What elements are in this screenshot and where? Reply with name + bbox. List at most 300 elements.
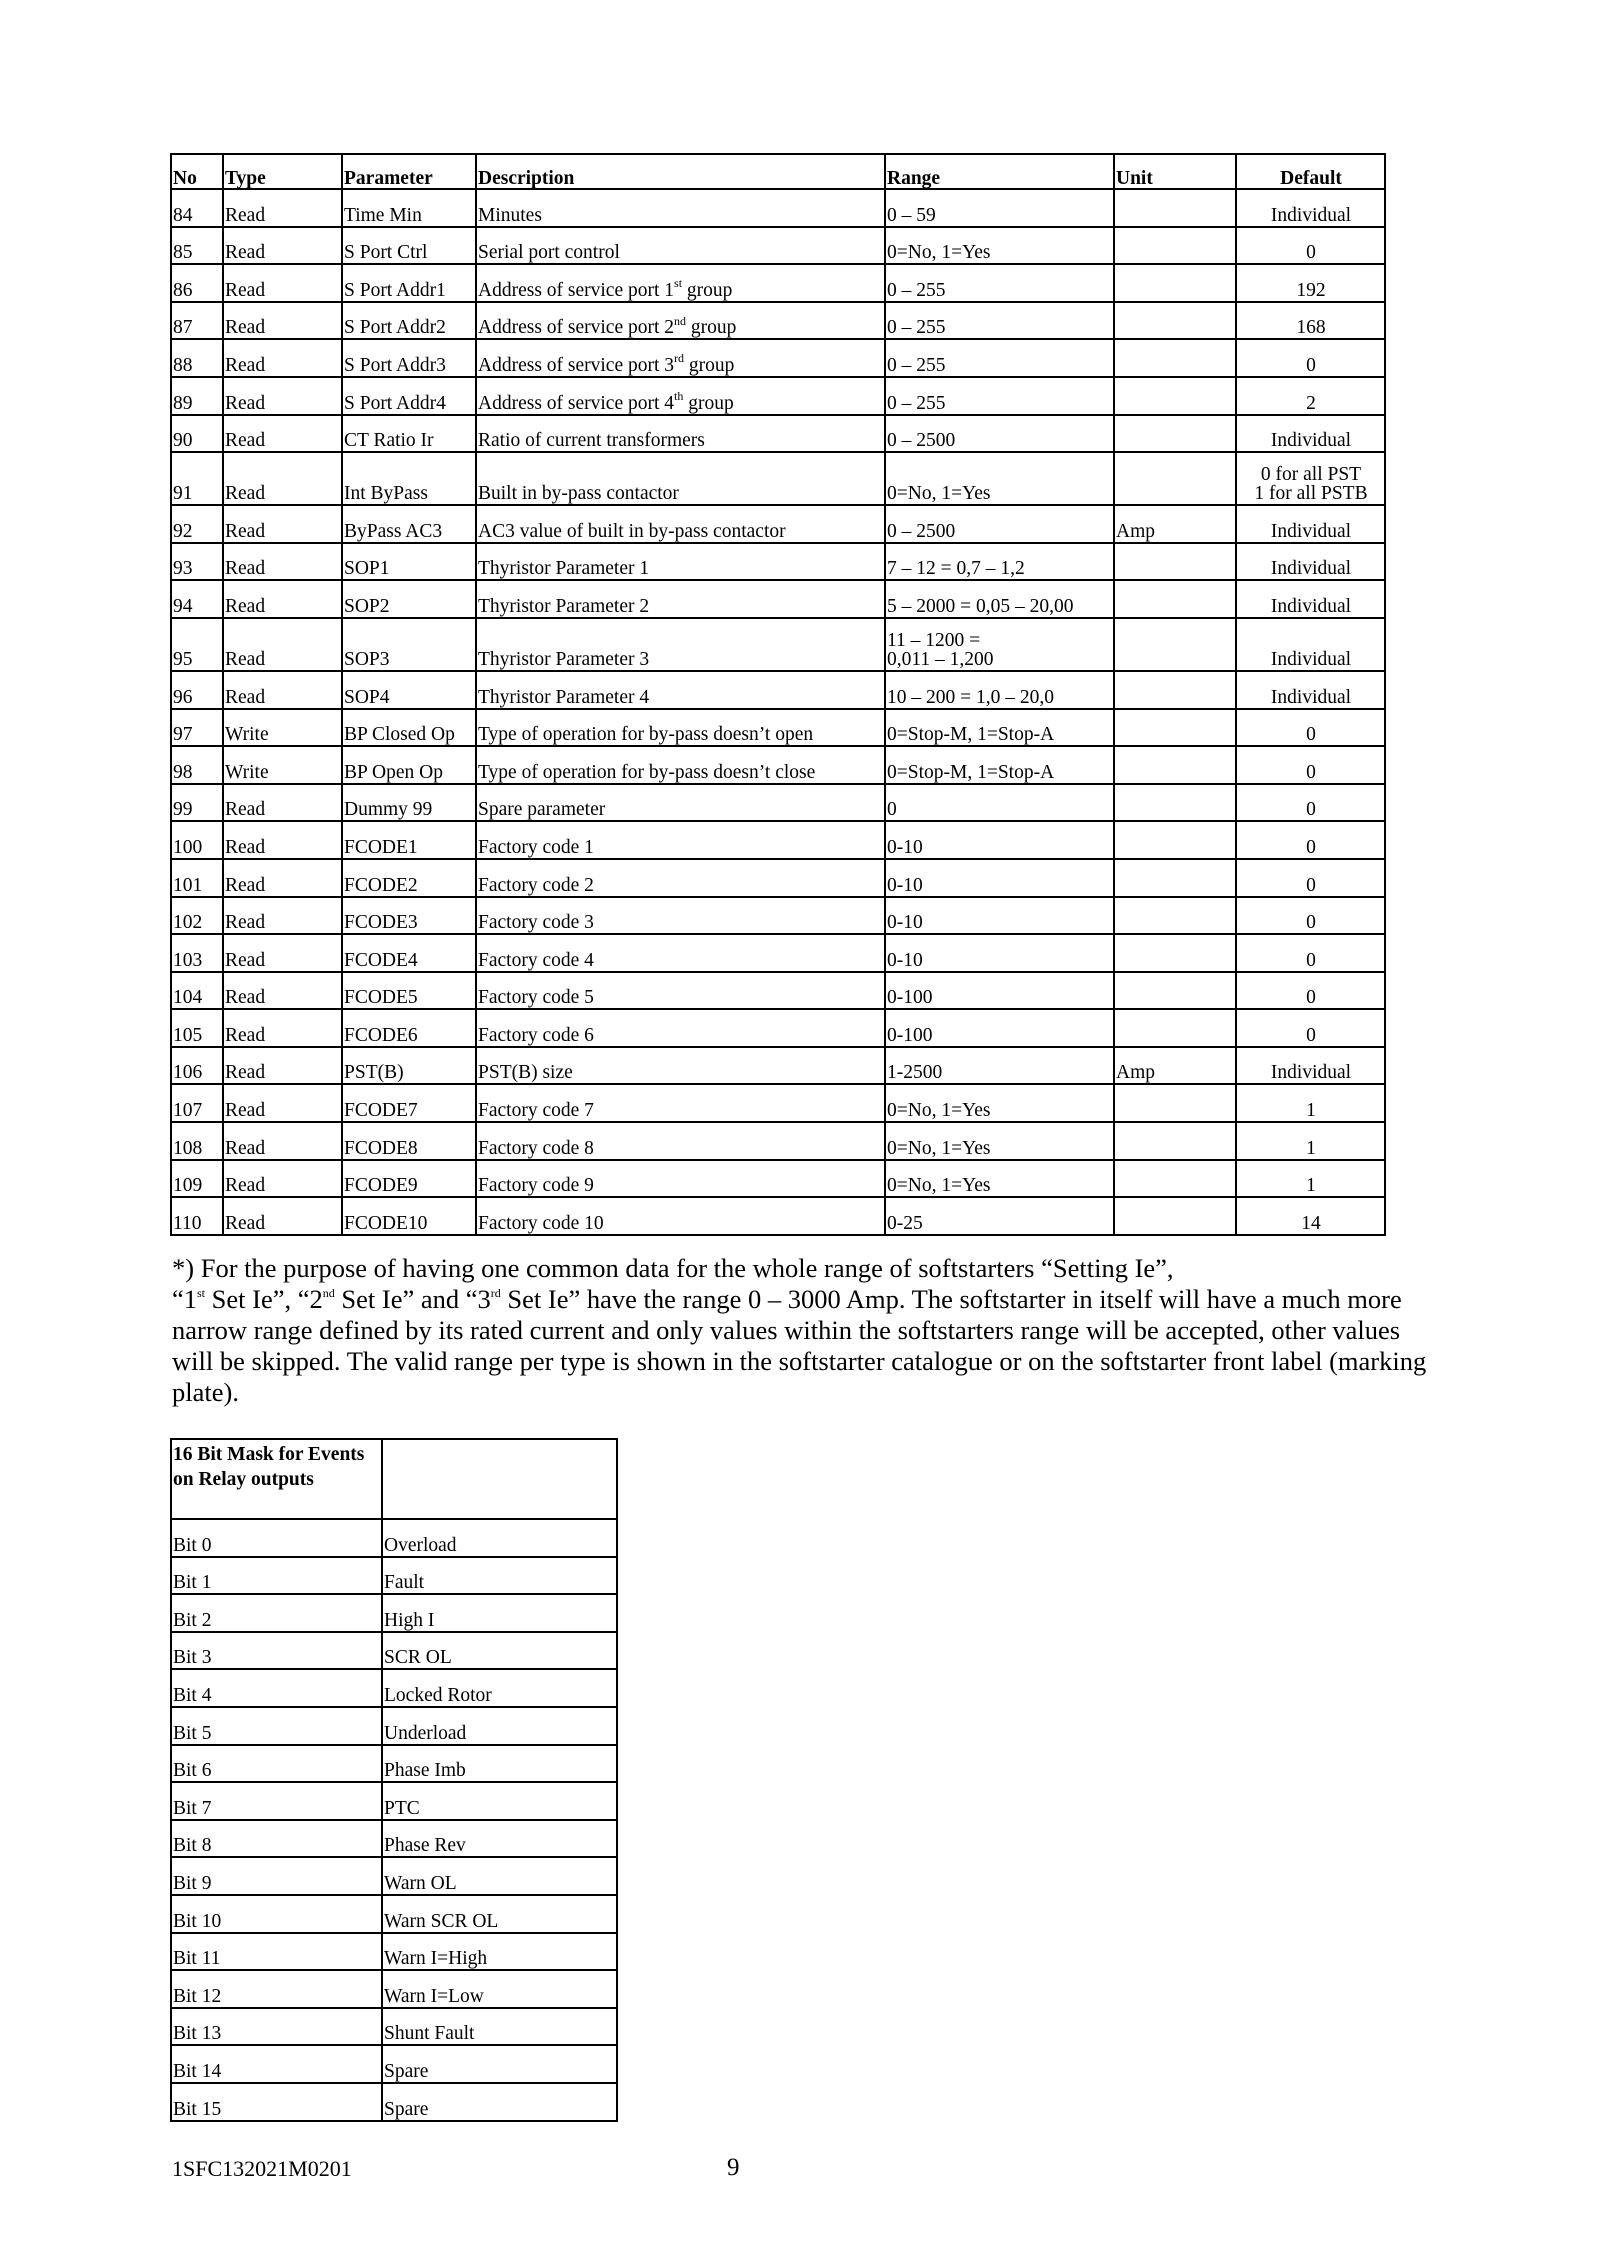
page-number: 9 (727, 2154, 740, 2181)
range-text: 1-2500 (887, 1062, 943, 1084)
cell-event: Overload (382, 1519, 617, 1557)
cell-unit (1114, 302, 1236, 340)
cell-bit: Bit 14 (171, 2045, 382, 2083)
cell-type: Read (223, 505, 342, 543)
cell-no: 89 (171, 377, 223, 415)
cell-type: Read (223, 302, 342, 340)
default-text: 0 (1306, 912, 1316, 934)
cell-event: Spare (382, 2083, 617, 2121)
cell-range (885, 709, 1114, 747)
cell-parameter: Dummy 99 (342, 784, 476, 822)
description-text: Thyristor Parameter 3 (478, 648, 650, 670)
table-row (171, 302, 1385, 340)
cell-description (476, 859, 885, 897)
cell-default (1236, 1009, 1385, 1047)
cell-description (476, 897, 885, 935)
table-row (171, 972, 1385, 1010)
cell-parameter: FCODE8 (342, 1122, 476, 1160)
cell-event: Phase Imb (382, 1745, 617, 1783)
table-row (171, 2045, 617, 2083)
default-text: 0 (1306, 242, 1316, 264)
cell-type: Read (223, 859, 342, 897)
cell-description (476, 784, 885, 822)
range-text: 0-100 (887, 1024, 933, 1046)
description-text: Factory code 7 (478, 1100, 594, 1122)
table-row (171, 377, 1385, 415)
cell-default (1236, 1047, 1385, 1085)
cell-event: Warn I=Low (382, 1970, 617, 2008)
cell-no: 84 (171, 189, 223, 227)
default-text: 1 (1306, 1175, 1316, 1197)
parameter-table-body (171, 189, 1385, 1235)
header-description: Description (476, 154, 885, 189)
range-text: 0=No, 1=Yes (887, 1100, 991, 1122)
footnote-text: Set Ie” and “3 (334, 1284, 491, 1314)
cell-description (476, 934, 885, 972)
cell-parameter: S Port Addr2 (342, 302, 476, 340)
cell-type: Read (223, 934, 342, 972)
table-row (171, 821, 1385, 859)
description-sup: th (674, 389, 684, 404)
cell-parameter: FCODE10 (342, 1197, 476, 1235)
cell-bit: Bit 6 (171, 1745, 382, 1783)
cell-description (476, 1160, 885, 1198)
table-row (171, 1084, 1385, 1122)
default-text: Individual (1270, 558, 1352, 580)
cell-unit (1114, 934, 1236, 972)
cell-no: 98 (171, 746, 223, 784)
table-row (171, 1782, 617, 1820)
cell-unit (1114, 1084, 1236, 1122)
cell-parameter: ByPass AC3 (342, 505, 476, 543)
bit-mask-table (170, 1438, 618, 2122)
table-row (171, 1820, 617, 1858)
cell-type: Read (223, 1122, 342, 1160)
table-row (171, 618, 1385, 671)
default-text: 1 (1306, 1100, 1316, 1122)
cell-bit: Bit 5 (171, 1707, 382, 1745)
table-row (171, 1047, 1385, 1085)
description-text: Factory code 1 (478, 836, 594, 858)
footnote-line1: *) For the purpose of having one common data for the whole range of softstarters “Setting Ie”, (172, 1253, 1174, 1283)
cell-description (476, 972, 885, 1010)
cell-no: 109 (171, 1160, 223, 1198)
cell-unit (1114, 1009, 1236, 1047)
footnote-sup: rd (490, 1286, 501, 1301)
description-text: Minutes (478, 204, 542, 226)
cell-no: 104 (171, 972, 223, 1010)
cell-unit (1114, 227, 1236, 265)
cell-default (1236, 339, 1385, 377)
description-text: Address of service port 1 (478, 279, 675, 301)
table-row (171, 339, 1385, 377)
description-sup: nd (674, 313, 687, 328)
default-text: 0 for all PST (1260, 464, 1362, 486)
cell-type: Read (223, 784, 342, 822)
default-text: Individual (1270, 430, 1352, 452)
cell-description (476, 580, 885, 618)
description-text: Factory code 3 (478, 912, 594, 934)
cell-no: 86 (171, 264, 223, 302)
table-row (171, 452, 1385, 505)
cell-type: Read (223, 580, 342, 618)
description-sup: st (674, 276, 683, 291)
mask-header-row (171, 1439, 617, 1519)
description-text: group (682, 279, 733, 301)
header-unit: Unit (1114, 154, 1236, 189)
cell-no: 96 (171, 671, 223, 709)
table-row (171, 1933, 617, 1971)
cell-event: Warn SCR OL (382, 1895, 617, 1933)
cell-description (476, 415, 885, 453)
cell-unit: Amp (1114, 505, 1236, 543)
cell-range (885, 339, 1114, 377)
cell-no: 106 (171, 1047, 223, 1085)
footnote-text: Set Ie”, “2 (205, 1284, 323, 1314)
cell-no: 101 (171, 859, 223, 897)
description-sup: rd (674, 351, 685, 366)
cell-type: Read (223, 1009, 342, 1047)
default-text: 0 (1306, 874, 1316, 896)
cell-no: 100 (171, 821, 223, 859)
cell-type: Read (223, 897, 342, 935)
table-row (171, 543, 1385, 581)
description-text: Type of operation for by-pass doesn’t close (478, 761, 816, 783)
table-header-row (171, 154, 1385, 189)
footnote-sup: nd (322, 1286, 335, 1301)
cell-description (476, 618, 885, 671)
footnote (172, 1253, 1432, 1408)
cell-unit (1114, 543, 1236, 581)
description-text: Spare parameter (478, 799, 606, 821)
cell-parameter: BP Open Op (342, 746, 476, 784)
default-text: 0 (1306, 949, 1316, 971)
range-text: 0=Stop-M, 1=Stop-A (887, 724, 1055, 746)
cell-type: Write (223, 709, 342, 747)
range-text: 0 – 255 (887, 317, 946, 339)
cell-range (885, 671, 1114, 709)
cell-event: Locked Rotor (382, 1669, 617, 1707)
table-row (171, 859, 1385, 897)
range-text: 0,011 – 1,200 (887, 648, 994, 670)
cell-description (476, 709, 885, 747)
cell-unit (1114, 580, 1236, 618)
default-text: 0 (1306, 354, 1316, 376)
default-text: Individual (1270, 686, 1352, 708)
cell-parameter: FCODE2 (342, 859, 476, 897)
cell-range (885, 377, 1114, 415)
description-text: Thyristor Parameter 4 (478, 686, 650, 708)
default-text: Individual (1270, 520, 1352, 542)
description-text: Thyristor Parameter 1 (478, 558, 650, 580)
cell-description (476, 227, 885, 265)
cell-range (885, 746, 1114, 784)
cell-default (1236, 897, 1385, 935)
cell-event: Warn I=High (382, 1933, 617, 1971)
cell-default (1236, 505, 1385, 543)
cell-parameter: PST(B) (342, 1047, 476, 1085)
range-text: 0-10 (887, 836, 923, 858)
cell-description (476, 302, 885, 340)
cell-unit (1114, 709, 1236, 747)
cell-unit (1114, 618, 1236, 671)
cell-parameter: Time Min (342, 189, 476, 227)
range-text: 0 – 2500 (887, 520, 956, 542)
cell-bit: Bit 8 (171, 1820, 382, 1858)
default-text: 0 (1306, 799, 1316, 821)
cell-no: 90 (171, 415, 223, 453)
cell-unit (1114, 264, 1236, 302)
cell-unit (1114, 1197, 1236, 1235)
cell-range (885, 972, 1114, 1010)
cell-unit (1114, 339, 1236, 377)
cell-description (476, 746, 885, 784)
description-text: group (686, 317, 737, 339)
table-row (171, 934, 1385, 972)
cell-no: 97 (171, 709, 223, 747)
default-text: 0 (1306, 761, 1316, 783)
cell-range (885, 859, 1114, 897)
range-text: 5 – 2000 = 0,05 – 20,00 (887, 595, 1074, 617)
table-row (171, 505, 1385, 543)
cell-type: Read (223, 377, 342, 415)
cell-description (476, 1122, 885, 1160)
cell-parameter: FCODE3 (342, 897, 476, 935)
description-text: Built in by-pass contactor (478, 483, 679, 505)
cell-range (885, 580, 1114, 618)
cell-description (476, 377, 885, 415)
range-text: 0=No, 1=Yes (887, 483, 991, 505)
table-row (171, 189, 1385, 227)
cell-unit (1114, 821, 1236, 859)
cell-no: 91 (171, 452, 223, 505)
cell-event: Underload (382, 1707, 617, 1745)
cell-default (1236, 543, 1385, 581)
description-text: Factory code 9 (478, 1175, 594, 1197)
cell-unit (1114, 377, 1236, 415)
cell-unit (1114, 897, 1236, 935)
default-text: 0 (1306, 836, 1316, 858)
table-row (171, 1669, 617, 1707)
cell-description (476, 452, 885, 505)
table-row (171, 1707, 617, 1745)
cell-bit: Bit 13 (171, 2008, 382, 2046)
cell-parameter: CT Ratio Ir (342, 415, 476, 453)
description-text: Address of service port 2 (478, 317, 675, 339)
cell-description (476, 1197, 885, 1235)
range-text: 0 – 2500 (887, 430, 956, 452)
cell-type: Read (223, 415, 342, 453)
cell-no: 99 (171, 784, 223, 822)
cell-unit (1114, 1160, 1236, 1198)
table-row (171, 671, 1385, 709)
description-text: Thyristor Parameter 2 (478, 595, 650, 617)
cell-range (885, 934, 1114, 972)
cell-unit (1114, 972, 1236, 1010)
cell-parameter: S Port Addr4 (342, 377, 476, 415)
cell-bit: Bit 3 (171, 1632, 382, 1670)
cell-description (476, 1047, 885, 1085)
description-text: Address of service port 3 (478, 354, 675, 376)
cell-range (885, 1122, 1114, 1160)
cell-type: Read (223, 1084, 342, 1122)
cell-default (1236, 415, 1385, 453)
description-text: Factory code 8 (478, 1137, 594, 1159)
range-text: 0-100 (887, 987, 933, 1009)
cell-range (885, 1160, 1114, 1198)
default-text: 1 (1306, 1137, 1316, 1159)
cell-no: 110 (171, 1197, 223, 1235)
cell-range (885, 189, 1114, 227)
cell-no: 93 (171, 543, 223, 581)
default-text: 0 (1306, 1024, 1316, 1046)
cell-event: Phase Rev (382, 1820, 617, 1858)
cell-parameter: FCODE5 (342, 972, 476, 1010)
cell-bit: Bit 10 (171, 1895, 382, 1933)
cell-range (885, 452, 1114, 505)
cell-no: 102 (171, 897, 223, 935)
description-text: Factory code 10 (478, 1212, 604, 1234)
range-text: 0-25 (887, 1212, 923, 1234)
default-text: Individual (1270, 648, 1352, 670)
cell-event: Fault (382, 1557, 617, 1595)
cell-bit: Bit 12 (171, 1970, 382, 2008)
cell-default (1236, 821, 1385, 859)
cell-unit (1114, 671, 1236, 709)
cell-unit (1114, 746, 1236, 784)
cell-type: Read (223, 264, 342, 302)
cell-type: Read (223, 543, 342, 581)
table-row (171, 1857, 617, 1895)
cell-default (1236, 746, 1385, 784)
cell-no: 88 (171, 339, 223, 377)
cell-default (1236, 302, 1385, 340)
default-text: Individual (1270, 595, 1352, 617)
cell-parameter: SOP4 (342, 671, 476, 709)
cell-bit: Bit 9 (171, 1857, 382, 1895)
cell-range (885, 784, 1114, 822)
range-text: 10 – 200 = 1,0 – 20,0 (887, 686, 1054, 708)
description-text: Factory code 2 (478, 874, 594, 896)
table-row (171, 2083, 617, 2121)
cell-no: 108 (171, 1122, 223, 1160)
range-text: 0=No, 1=Yes (887, 1137, 991, 1159)
cell-no: 103 (171, 934, 223, 972)
table-row (171, 1895, 617, 1933)
table-row (171, 1122, 1385, 1160)
range-text: 0=No, 1=Yes (887, 242, 991, 264)
cell-unit (1114, 415, 1236, 453)
table-row (171, 746, 1385, 784)
header-default: Default (1236, 154, 1385, 189)
cell-parameter: BP Closed Op (342, 709, 476, 747)
cell-description (476, 1009, 885, 1047)
cell-range (885, 1084, 1114, 1122)
cell-unit (1114, 859, 1236, 897)
range-text: 7 – 12 = 0,7 – 1,2 (887, 558, 1025, 580)
document-id: 1SFC132021M0201 (172, 2156, 352, 2181)
range-text: 11 – 1200 = (887, 629, 981, 651)
cell-event: High I (382, 1594, 617, 1632)
cell-no: 94 (171, 580, 223, 618)
description-text: PST(B) size (478, 1062, 573, 1084)
table-row (171, 2008, 617, 2046)
mask-header-empty (382, 1439, 617, 1519)
range-text: 0 – 59 (887, 204, 936, 226)
cell-unit (1114, 189, 1236, 227)
cell-type: Read (223, 972, 342, 1010)
cell-type: Read (223, 339, 342, 377)
cell-description (476, 821, 885, 859)
cell-event: Warn OL (382, 1857, 617, 1895)
table-row (171, 1557, 617, 1595)
cell-no: 95 (171, 618, 223, 671)
range-text: 0=Stop-M, 1=Stop-A (887, 761, 1055, 783)
cell-default (1236, 452, 1385, 505)
range-text: 0 (887, 799, 897, 821)
cell-range (885, 1047, 1114, 1085)
cell-range (885, 264, 1114, 302)
table-row (171, 1970, 617, 2008)
default-text: 2 (1306, 392, 1316, 414)
cell-default (1236, 934, 1385, 972)
header-parameter: Parameter (342, 154, 476, 189)
cell-description (476, 264, 885, 302)
table-row (171, 1160, 1385, 1198)
range-text: 0 – 255 (887, 392, 946, 414)
default-text: 0 (1306, 987, 1316, 1009)
description-text: Serial port control (478, 242, 620, 264)
cell-default (1236, 580, 1385, 618)
table-row (171, 1632, 617, 1670)
default-text: 0 (1306, 724, 1316, 746)
table-row (171, 227, 1385, 265)
cell-type: Read (223, 1160, 342, 1198)
cell-type: Write (223, 746, 342, 784)
cell-type: Read (223, 671, 342, 709)
cell-type: Read (223, 189, 342, 227)
cell-range (885, 618, 1114, 671)
description-text: Ratio of current transformers (478, 430, 705, 452)
cell-parameter: S Port Addr1 (342, 264, 476, 302)
table-row (171, 897, 1385, 935)
cell-range (885, 505, 1114, 543)
cell-default (1236, 1122, 1385, 1160)
range-text: 0 – 255 (887, 279, 946, 301)
cell-event: PTC (382, 1782, 617, 1820)
cell-default (1236, 1197, 1385, 1235)
cell-no: 92 (171, 505, 223, 543)
cell-parameter: S Port Addr3 (342, 339, 476, 377)
cell-parameter: SOP3 (342, 618, 476, 671)
cell-range (885, 1197, 1114, 1235)
cell-parameter: FCODE7 (342, 1084, 476, 1122)
cell-description (476, 543, 885, 581)
default-text: 14 (1301, 1212, 1321, 1234)
cell-parameter: Int ByPass (342, 452, 476, 505)
cell-event: Shunt Fault (382, 2008, 617, 2046)
cell-parameter: SOP1 (342, 543, 476, 581)
cell-bit: Bit 15 (171, 2083, 382, 2121)
range-text: 0=No, 1=Yes (887, 1175, 991, 1197)
range-text: 0-10 (887, 874, 923, 896)
cell-description (476, 339, 885, 377)
cell-range (885, 897, 1114, 935)
cell-description (476, 1084, 885, 1122)
cell-type: Read (223, 452, 342, 505)
cell-bit: Bit 4 (171, 1669, 382, 1707)
table-row (171, 415, 1385, 453)
